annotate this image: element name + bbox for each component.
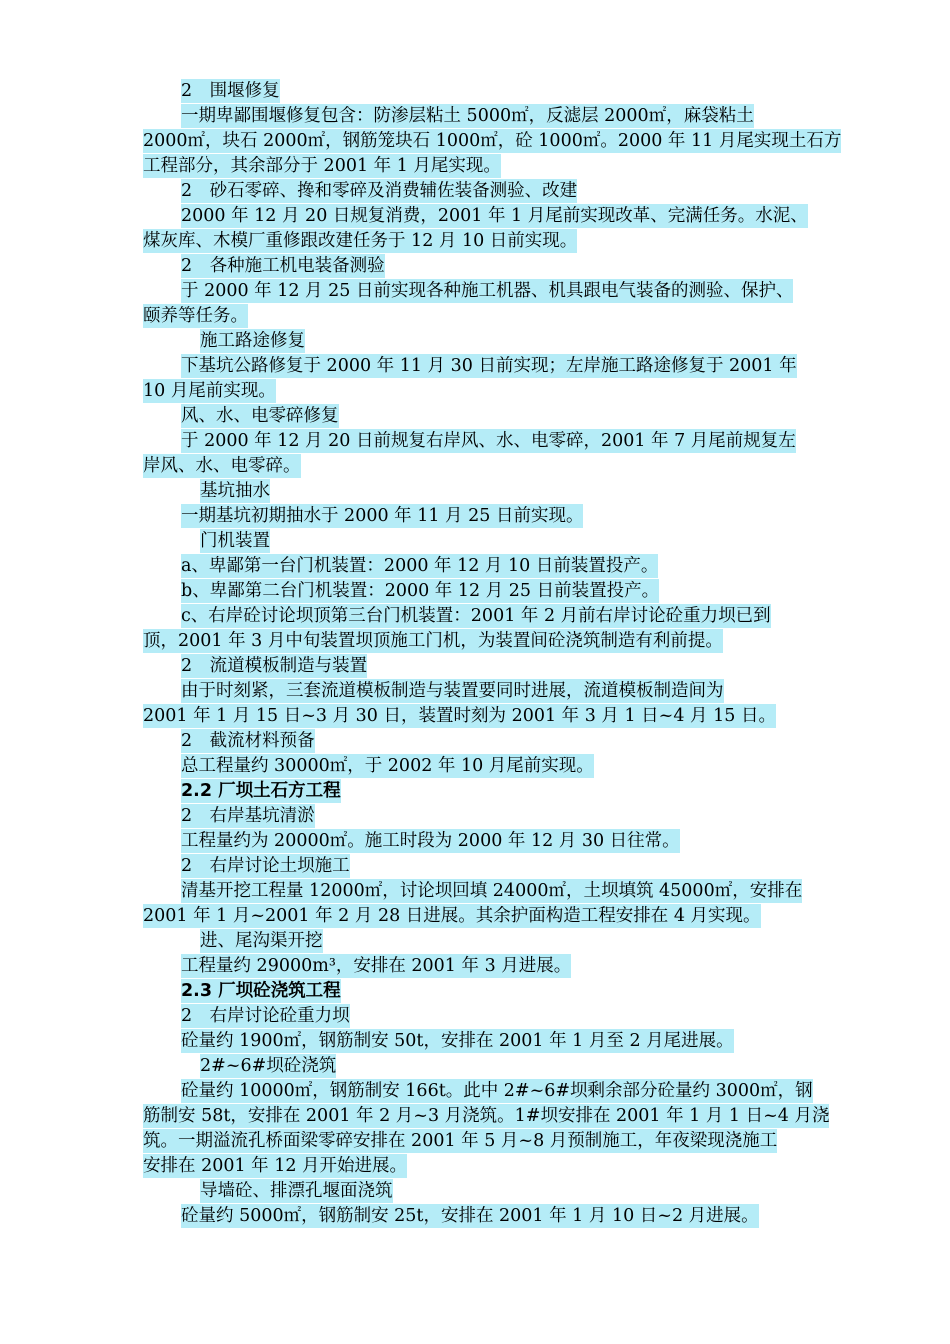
paragraph-line: 2001 年 1 月~2001 年 2 月 28 日进展。其余护面构造工程安排在 4 月实现。	[143, 906, 761, 926]
section-heading-2-2: 2.2 厂坝土石方工程	[181, 781, 341, 801]
list-item-c: c、右岸砼讨论坝顶第三台门机装置：2001 年 2 月前右岸讨论砼重力坝已到	[181, 606, 771, 626]
section-heading-2-3: 2.3 厂坝砼浇筑工程	[181, 981, 341, 1001]
paragraph-line: 2001 年 1 月 15 日~3 月 30 日，装置时刻为 2001 年 3 月 1 日~4 月 15 日。	[143, 706, 776, 726]
paragraph-line: 颐养等任务。	[143, 306, 248, 326]
paragraph-line: 工程量约 29000m³，安排在 2001 年 3 月进展。	[181, 956, 572, 976]
paragraph-line: 工程量约为 20000㎡。施工时段为 2000 年 12 月 30 日往常。	[181, 831, 680, 851]
paragraph-line: 总工程量约 30000㎡，于 2002 年 10 月尾前实现。	[181, 756, 594, 776]
heading-utilities-repair: 风、水、电零碎修复	[181, 406, 339, 426]
paragraph-line: 筑。一期溢流孔桥面梁零碎安排在 2001 年 5 月~8 月预制施工，年夜梁现浇施工	[143, 1131, 778, 1151]
heading-equipment-test: 2 各种施工机电装备测验	[181, 256, 385, 276]
list-item-b: b、卑鄙第二台门机装置：2000 年 12 月 25 日前装置投产。	[181, 581, 660, 601]
paragraph-line: 于 2000 年 12 月 25 日前实现各种施工机器、机具跟电气装备的测验、保护、	[181, 281, 794, 301]
paragraph-line: 砼量约 5000㎡，钢筋制安 25t，安排在 2001 年 1 月 10 日~2 月进展。	[181, 1206, 759, 1226]
heading-guide-wall: 导墙砼、排漂孔堰面浇筑	[200, 1181, 393, 1201]
heading-gantry-crane: 门机装置	[200, 531, 270, 551]
heading-cofferdam-repair: 2 围堰修复	[181, 81, 280, 101]
paragraph-line: 10 月尾前实现。	[143, 381, 276, 401]
heading-earth-dam: 2 右岸讨论土坝施工	[181, 856, 350, 876]
list-item-a: a、卑鄙第一台门机装置：2000 年 12 月 10 日前装置投产。	[181, 556, 659, 576]
paragraph-line: 2000㎡，块石 2000㎡，钢筋笼块石 1000㎡，砼 1000㎡。2000 年 11 月尾实现土石方	[143, 131, 842, 151]
paragraph-line: 煤灰库、木模厂重修跟改建任务于 12 月 10 日前实现。	[143, 231, 578, 251]
paragraph-line: 砼量约 1900㎡，钢筋制安 50t，安排在 2001 年 1 月至 2 月尾进展。	[181, 1031, 734, 1051]
heading-channel-formwork: 2 流道模板制造与装置	[181, 656, 368, 676]
paragraph-line: 顶，2001 年 3 月中旬装置坝顶施工门机，为装置间砼浇筑制造有利前提。	[143, 631, 723, 651]
heading-channel-excavation: 进、尾沟渠开挖	[200, 931, 323, 951]
paragraph-line: 于 2000 年 12 月 20 日前规复右岸风、水、电零碎，2001 年 7 月尾前规复左	[181, 431, 796, 451]
paragraph-line: 2000 年 12 月 20 日规复消费，2001 年 1 月尾前实现改革、完满任务。水泥、	[181, 206, 808, 226]
heading-dam-pouring: 2#~6#坝砼浇筑	[200, 1056, 337, 1076]
paragraph-line: 清基开挖工程量 12000㎡，讨论坝回填 24000㎡，土坝填筑 45000㎡，安排在	[181, 881, 803, 901]
heading-gravity-dam: 2 右岸讨论砼重力坝	[181, 1006, 350, 1026]
paragraph-line: 由于时刻紧，三套流道模板制造与装置要同时进展，流道模板制造间为	[181, 681, 724, 701]
heading-pit-dredging: 2 右岸基坑清淤	[181, 806, 315, 826]
paragraph-line: 下基坑公路修复于 2000 年 11 月 30 日前实现；左岸施工路途修复于 2001 年	[181, 356, 797, 376]
paragraph-line: 工程部分，其余部分于 2001 年 1 月尾实现。	[143, 156, 501, 176]
heading-pit-drainage: 基坑抽水	[200, 481, 270, 501]
paragraph-line: 筋制安 58t，安排在 2001 年 2 月~3 月浇筑。1#坝安排在 2001 年 1 月 1 日~4 月浇	[143, 1106, 830, 1126]
heading-road-repair: 施工路途修复	[200, 331, 305, 351]
paragraph-line: 砼量约 10000㎡，钢筋制安 166t。此中 2#~6#坝剩余部分砼量约 3000㎡，钢	[181, 1081, 813, 1101]
paragraph-line: 安排在 2001 年 12 月开始进展。	[143, 1156, 408, 1176]
heading-gravel-system: 2 砂石零碎、搀和零碎及消费辅佐装备测验、改建	[181, 181, 578, 201]
paragraph-line: 一期基坑初期抽水于 2000 年 11 月 25 日前实现。	[181, 506, 584, 526]
heading-closure-materials: 2 截流材料预备	[181, 731, 315, 751]
paragraph-line: 岸风、水、电零碎。	[143, 456, 301, 476]
paragraph-line: 一期卑鄙围堰修复包含：防渗层粘土 5000㎡，反滤层 2000㎡，麻袋粘土	[181, 106, 754, 126]
